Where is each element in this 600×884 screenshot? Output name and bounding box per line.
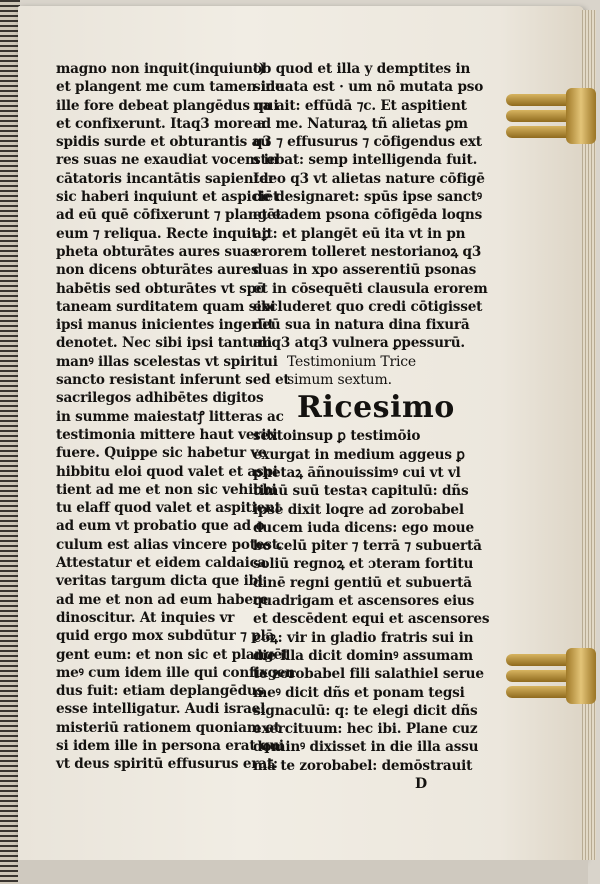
left-text-column: [56, 60, 296, 774]
text-line: spidis surde et obturantis au: [56, 134, 270, 151]
text-line: exurgat in medium aggeus ꝑ: [253, 446, 465, 463]
background-surface: [18, 860, 588, 884]
text-line: meꝰ dicit dñs et ponam tegsi: [253, 684, 465, 701]
text-line: ipsi manus inicientes ingerūt: [56, 317, 274, 334]
text-line: dominꝰ dixisset in die illa assu: [253, 739, 479, 756]
text-line: magno non inquit(inquiunt): [56, 61, 266, 77]
text-line: tu elaff quod valet et aspitient: [56, 500, 281, 517]
page-clamp-top: [506, 88, 596, 144]
text-line: sancto resistant inferunt sed et: [56, 372, 290, 389]
section-heading: Ricesimo: [297, 390, 455, 426]
text-line: et descēdent equi et ascensores: [253, 611, 490, 628]
text-line: deū sua in natura dina fixurā: [253, 317, 470, 334]
text-line: taneam surditatem quam sibi: [56, 298, 276, 315]
text-line: gent eum: et non sic et plangēt: [56, 646, 289, 663]
text-line: exercituum: hec ibi. Plane cuz: [253, 721, 478, 738]
text-line: eum ⁊ reliqua. Recte inquit ꝑ: [56, 225, 271, 242]
text-line: phetaꝝ āñnouissimꝰ cui vt vl: [253, 464, 461, 481]
text-line: ille fore debeat plangēdus qui: [56, 97, 279, 114]
text-line: denotet. Nec sibi ipsi tantum: [56, 335, 273, 352]
text-line: ipse dixit loqre ad zorobabel: [253, 501, 464, 518]
text-line: misteriū rationem quoniam et: [56, 719, 280, 736]
signature-mark: D: [415, 775, 427, 792]
section-title-line-2: simum sextum.: [287, 372, 392, 389]
text-line: et confixerunt. Itaq3 more a: [56, 115, 266, 132]
text-line: mā te zorobabel: demōstrauit: [253, 757, 473, 774]
text-line: timū suū testaꝛ capitulū: dñs: [253, 483, 469, 500]
text-line: sic haberi inquiunt et aspiciēt: [56, 189, 280, 206]
text-line: ob quod et illa y demptites in: [253, 61, 471, 77]
text-line: ad me. Naturaꝝ tñ alietas ꝑm: [253, 115, 468, 132]
text-line: dus fuit: etiam deplangēdus: [56, 683, 265, 700]
text-line: aliq3 atq3 vulnera ꝑpessurū.: [253, 335, 465, 352]
text-line: in summe maiestatꝭ litteras ac: [56, 408, 284, 425]
text-line: et plangent me cum tamen ide: [56, 79, 284, 96]
text-line: sinuata est · um nō mutata pso: [253, 79, 484, 96]
text-line: signaculū: q: te elegi dicit dñs: [253, 702, 478, 719]
text-line: quadrigam et ascensores eius: [253, 593, 475, 610]
text-line: ad me et non ad eum habere: [56, 591, 269, 608]
text-line: culum est alias vincere potest.: [56, 536, 283, 553]
text-line: veritas targum dicta que ibi: [56, 573, 263, 590]
text-line: meꝰ cum idem ille qui confixgen: [56, 664, 296, 681]
text-line: de designaret: spūs ipse sanctꝰ: [253, 189, 482, 206]
text-line: ad eum vt probatio que ad o: [56, 518, 265, 535]
text-line: dinē regni gentiū et subuertā: [253, 574, 472, 591]
text-line: na ait: effūdā ⁊c. Et aspitient: [253, 97, 467, 114]
page-clamp-bottom: [506, 648, 596, 704]
text-line: testimonia mittere haut veriti: [56, 426, 278, 443]
right-column-top-text: [253, 60, 488, 353]
adjacent-page-edge: [0, 0, 20, 884]
text-line: duas in xpo asserentiū psonas: [253, 262, 477, 279]
text-line: manꝰ illas scelestas vt spiritui: [56, 353, 278, 370]
text-line: pheta obturātes aures suas: [56, 243, 258, 260]
text-line: bo celū piter ⁊ terrā ⁊ subuertā: [253, 538, 482, 555]
text-line: erorem tolleret nestorianoꝝ q3: [253, 243, 482, 260]
text-line: hibbitu eloi quod valet et aspi: [56, 463, 278, 480]
text-line: die illa dicit dominꝰ assumam: [253, 647, 473, 664]
text-line: sextoinsup ꝑ testimōio: [253, 428, 421, 445]
section-title-line-1: Testimonium Trice: [287, 353, 416, 370]
text-line: coꝝ: vir in gladio fratris sui in: [253, 629, 474, 646]
text-line: dinoscitur. At inquies vr: [56, 609, 235, 626]
text-line: habētis sed obturātes vt spō: [56, 280, 265, 297]
text-line: cātatoris incantātis sapienter: [56, 170, 275, 187]
text-line: soliū regnoꝝ et ɔteram fortitu: [253, 556, 474, 573]
right-column-bottom-text: [253, 427, 490, 775]
text-line: tient ad me et non sic vehibbi: [56, 481, 277, 498]
text-line: te zorobabel fili salathiel serue: [253, 666, 484, 683]
text-line: stebat: semp intelligenda fuit.: [253, 152, 478, 169]
text-line: q3 ⁊ effusurus ⁊ cōfigendus ext: [253, 134, 482, 151]
text-line: fuere. Quippe sic habetur ve: [56, 445, 267, 462]
text-line: non dicens obturātes aures: [56, 262, 259, 279]
text-line: ducem iuda dicens: ego moue: [253, 519, 474, 536]
text-line: vt deus spiritū effusurus erat:: [56, 756, 278, 773]
text-line: et in cōsequēti clausula erorem: [253, 280, 488, 297]
text-line: si idem ille in persona erat qui: [56, 737, 284, 754]
text-line: quid ergo mox subdūtur ⁊ plā: [56, 628, 275, 645]
text-line: Ideo q3 vt alietas nature cōfigē: [253, 170, 485, 187]
text-line: ad eū quē cōfixerunt ⁊ plangēt: [56, 207, 282, 224]
text-line: ait: et plangēt eū ita vt in pn: [253, 225, 466, 242]
text-line: excluderet quo credi cōtigisset: [253, 298, 483, 315]
right-text-column: [253, 60, 490, 793]
text-line: sacrilegos adhibētes digitos: [56, 390, 264, 407]
text-line: res suas ne exaudiat vocem in: [56, 152, 279, 169]
text-line: et eadem psona cōfigēda loqns: [253, 207, 483, 224]
text-line: Attestatur et eidem caldaica: [56, 555, 267, 572]
text-line: esse intelligatur. Audi israel: [56, 701, 266, 718]
